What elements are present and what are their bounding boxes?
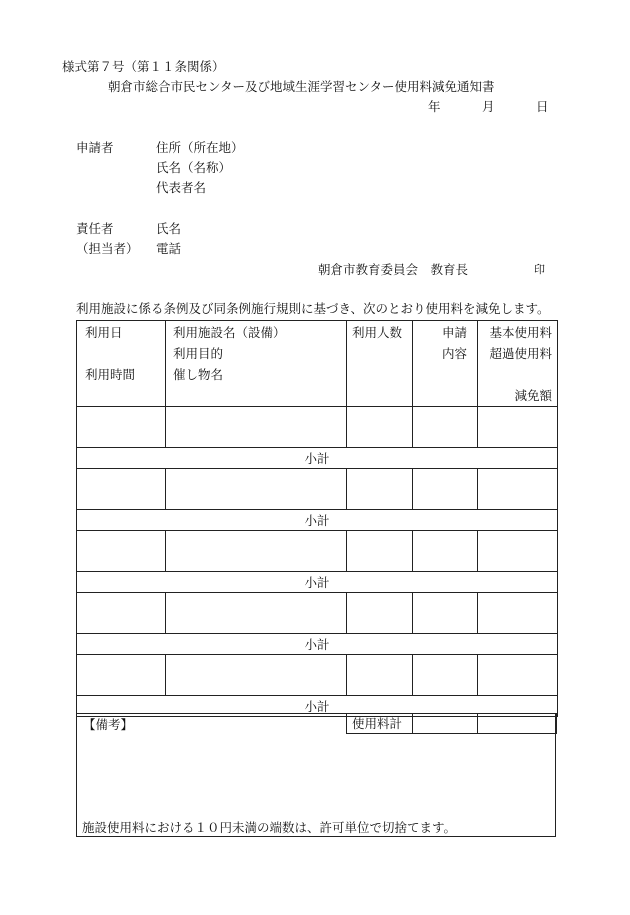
cell-application[interactable] xyxy=(413,655,478,696)
header-facility: 利用施設名（設備） 利用目的 催し物名 xyxy=(166,321,347,407)
responsible-name-label: 氏名 xyxy=(156,221,182,236)
responsible-label: 責任者 xyxy=(76,221,114,236)
cell-user-count[interactable] xyxy=(347,407,413,448)
subtotal-row xyxy=(77,510,558,531)
date-month-label: 月 xyxy=(482,99,495,114)
cell-fees[interactable] xyxy=(478,655,558,696)
table-row xyxy=(77,593,558,634)
subtotal-label: 小計 xyxy=(77,634,558,655)
responsible-sub-label: （担当者） xyxy=(76,241,139,256)
cell-fees[interactable] xyxy=(478,593,558,634)
table-row xyxy=(77,469,558,510)
seal-mark: 印 xyxy=(534,263,545,276)
total-label-cell: 使用料計 xyxy=(346,713,413,734)
applicant-address-label: 住所（所在地） xyxy=(156,140,244,155)
cell-usage-date[interactable] xyxy=(77,531,166,572)
cell-user-count[interactable] xyxy=(347,531,413,572)
header-usage-date: 利用日 利用時間 xyxy=(77,321,166,407)
header-fees: 基本使用料 超過使用料 減免額 xyxy=(478,321,558,407)
cell-fees[interactable] xyxy=(478,531,558,572)
subtotal-row xyxy=(77,448,558,469)
cell-user-count[interactable] xyxy=(347,469,413,510)
table-header-row xyxy=(77,321,558,407)
issuer: 朝倉市教育委員会 教育長 xyxy=(318,262,469,277)
document-title: 朝倉市総合市民センター及び地域生涯学習センター使用料減免通知書 xyxy=(108,79,495,94)
cell-facility[interactable] xyxy=(166,407,347,448)
subtotal-label: 小計 xyxy=(77,572,558,593)
footnote-text: 施設使用料における１０円未満の端数は、許可単位で切捨てます。 xyxy=(82,820,457,835)
total-application-cell[interactable] xyxy=(412,713,478,734)
date-year-label: 年 xyxy=(428,99,441,114)
subtotal-label: 小計 xyxy=(77,448,558,469)
subtotal-label: 小計 xyxy=(77,510,558,531)
cell-usage-date[interactable] xyxy=(77,593,166,634)
applicant-representative-label: 代表者名 xyxy=(156,180,207,195)
cell-usage-date[interactable] xyxy=(77,469,166,510)
cell-user-count[interactable] xyxy=(347,593,413,634)
table-row xyxy=(77,531,558,572)
cell-usage-date[interactable] xyxy=(77,655,166,696)
subtotal-row xyxy=(77,572,558,593)
cell-facility[interactable] xyxy=(166,593,347,634)
applicant-name-label: 氏名（名称） xyxy=(156,160,232,175)
cell-application[interactable] xyxy=(413,531,478,572)
cell-facility[interactable] xyxy=(166,655,347,696)
table-row xyxy=(77,655,558,696)
table-row xyxy=(77,407,558,448)
total-fee-cell[interactable] xyxy=(477,713,557,734)
cell-fees[interactable] xyxy=(478,469,558,510)
cell-usage-date[interactable] xyxy=(77,407,166,448)
cell-facility[interactable] xyxy=(166,469,347,510)
responsible-phone-label: 電話 xyxy=(156,241,182,256)
cell-application[interactable] xyxy=(413,407,478,448)
applicant-label: 申請者 xyxy=(76,140,114,155)
cell-facility[interactable] xyxy=(166,531,347,572)
header-user-count: 利用人数 xyxy=(347,321,413,407)
cell-fees[interactable] xyxy=(478,407,558,448)
subtotal-label: 小計 xyxy=(77,696,558,717)
remarks-label: 【備考】 xyxy=(83,717,134,732)
cell-application[interactable] xyxy=(413,593,478,634)
subtotal-row xyxy=(77,634,558,655)
cell-user-count[interactable] xyxy=(347,655,413,696)
cell-application[interactable] xyxy=(413,469,478,510)
form-number: 様式第７号（第１１条関係） xyxy=(62,59,225,74)
fee-reduction-table xyxy=(76,320,558,717)
intro-text: 利用施設に係る条例及び同条例施行規則に基づき、次のとおり使用料を減免します。 xyxy=(76,301,550,316)
header-application: 申請 内容 xyxy=(413,321,478,407)
date-day-label: 日 xyxy=(536,99,549,114)
